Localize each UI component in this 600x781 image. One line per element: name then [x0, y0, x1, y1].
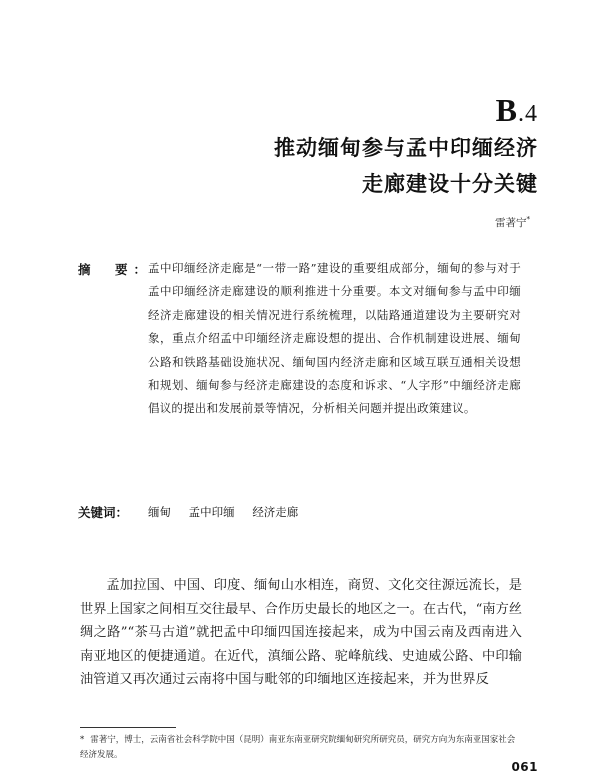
keywords-list	[148, 504, 312, 520]
body-paragraph: 孟加拉国、中国、印度、缅甸山水相连，商贸、文化交往源远流长，是世界上国家之间相互交往最早、合作历史最长的地区之一。在古代，“南方丝绸之路”“茶马古道”就把孟中印缅四国连接起来，成为中国云南及西南进入南亚地区的便捷通道。在近代，滇缅公路、驼峰航线、史迪威公路、中印输油管道又再次通过云南将中国与毗邻的印缅地区连接起来，并为世界反	[80, 578, 522, 688]
footnote-divider	[80, 727, 176, 728]
footnote-mark: *	[80, 735, 85, 745]
author-name: 雷著宁	[495, 217, 527, 229]
abstract-label: 摘 要：	[78, 262, 153, 277]
keyword-item: 缅甸	[148, 505, 171, 519]
chapter-number	[496, 92, 538, 129]
keyword-item: 经济走廊	[252, 505, 299, 519]
chapter-separator: .	[518, 101, 525, 127]
chapter-title-line-2: 走廊建设十分关键	[362, 172, 538, 196]
chapter-letter: B	[495, 92, 518, 128]
keyword-item: 孟中印缅	[188, 505, 235, 519]
author-footnote-mark: *	[526, 215, 530, 224]
page-number: 061	[511, 760, 538, 774]
chapter-title-line-1: 推动缅甸参与孟中印缅经济	[274, 136, 538, 160]
footnote	[80, 733, 522, 763]
footnote-text: 雷著宁，博士，云南省社会科学院中国（昆明）南亚东南亚研究院缅甸研究所研究员，研究方向为东南亚国家社会经济发展。	[80, 735, 516, 760]
chapter-index: 4	[525, 101, 538, 127]
author-byline	[495, 215, 530, 230]
keywords-label: 关键词：	[78, 505, 129, 520]
abstract-text: 孟中印缅经济走廊是“一带一路”建设的重要组成部分，缅甸的参与对于孟中印缅经济走廊建设的顺利推进十分重要。本文对缅甸参与孟中印缅经济走廊建设的相关情况进行系统梳理，以陆路通道建设为主要研究对象，重点介绍孟中印缅经济走廊设想的提出、合作机制建设进展、缅甸公路和铁路基础设施状况、缅甸国内经济走廊和区域互联互通相关设想和规划、缅甸参与经济走廊建设的态度和诉求、“人字形”中缅经济走廊倡议的提出和发展前景等情况，分析相关问题并提出政策建议。	[148, 261, 521, 416]
